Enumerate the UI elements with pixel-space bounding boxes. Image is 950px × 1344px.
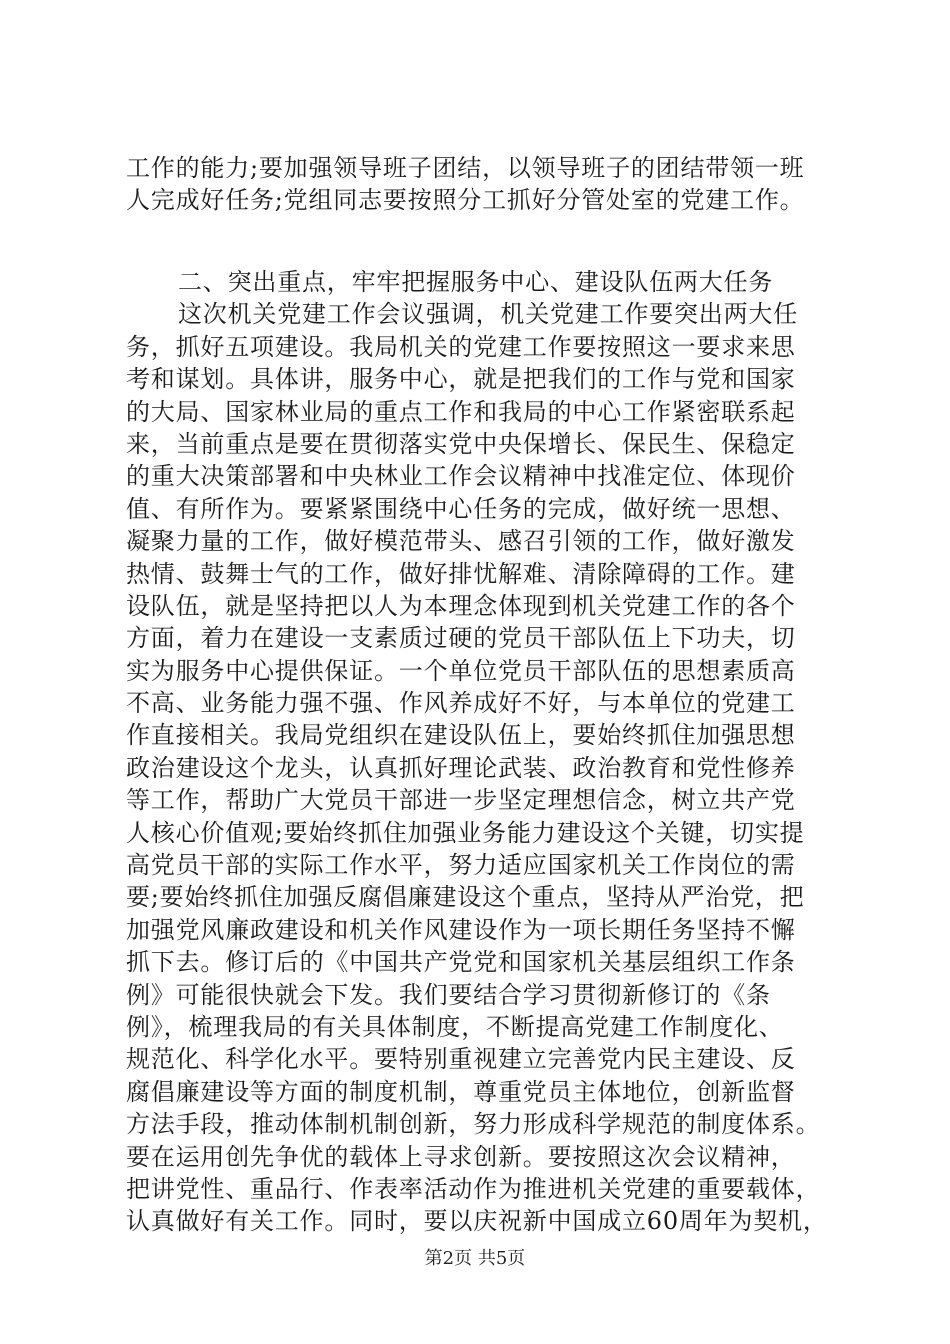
text-line: 值、有所作为。要紧紧围绕中心任务的完成，做好统一思想、 [126, 494, 796, 523]
text-line: 方面，着力在建设一支素质过硬的党员干部队伍上下功夫，切 [126, 624, 796, 653]
text-line: 设队伍，就是坚持把以人为本理念体现到机关党建工作的各个 [126, 591, 796, 620]
text-line: 来，当前重点是要在贯彻落实党中央保增长、保民生、保稳定 [126, 429, 796, 458]
text-line: 加强党风廉政建设和机关作风建设作为一项长期任务坚持不懈 [126, 915, 796, 944]
text-line: 人完成好任务;党组同志要按照分工抓好分管处室的党建工作。 [126, 186, 805, 215]
text-line: 不高、业务能力强不强、作风养成好不好，与本单位的党建工 [126, 689, 796, 718]
section-two [126, 266, 836, 1238]
text-line: 工作的能力;要加强领导班子团结，以领导班子的团结带领一班 [126, 154, 805, 182]
text-line: 政治建设这个龙头，认真抓好理论武装、政治教育和党性修养 [126, 753, 796, 782]
text-line: 的大局、国家林业局的重点工作和我局的中心工作紧密联系起 [126, 397, 796, 426]
text-line: 务，抓好五项建设。我局机关的党建工作要按照这一要求来思 [126, 332, 796, 361]
page-number-footer: 第2页 共5页 [424, 1248, 526, 1269]
text-line: 要在运用创先争优的载体上寻求创新。要按照这次会议精神， [126, 1142, 796, 1171]
section-heading: 二、突出重点，牢牢把握服务中心、建设队伍两大任务 [178, 268, 774, 296]
text-line: 方法手段，推动体制机制创新，努力形成科学规范的制度体系。 [126, 1110, 821, 1139]
text-line: 作直接相关。我局党组织在建设队伍上，要始终抓住加强思想 [126, 721, 796, 750]
text-line: 把讲党性、重品行、作表率活动作为推进机关党建的重要载体， [126, 1174, 821, 1203]
text-line: 人核心价值观;要始终抓住加强业务能力建设这个关键，切实提 [126, 818, 805, 847]
text-line: 等工作，帮助广大党员干部进一步坚定理想信念，树立共产党 [126, 786, 796, 815]
text-line: 例》，梳理我局的有关具体制度，不断提高党建工作制度化、 [126, 1012, 784, 1041]
text-line: 规范化、科学化水平。要特别重视建立完善党内民主建设、反 [126, 1045, 796, 1074]
text-line: 抓下去。修订后的《中国共产党党和国家机关基层组织工作条 [126, 948, 796, 977]
text-line: 的重大决策部署和中央林业工作会议精神中找准定位、体现价 [126, 462, 796, 491]
text-line: 热情、鼓舞士气的工作，做好排忧解难、清除障碍的工作。建 [126, 559, 796, 588]
text-line: 这次机关党建工作会议强调，机关党建工作要突出两大任 [178, 300, 798, 329]
continued-paragraph [126, 152, 836, 217]
text-line: 考和谋划。具体讲，服务中心，就是把我们的工作与党和国家 [126, 365, 796, 394]
text-line: 凝聚力量的工作，做好模范带头、感召引领的工作，做好激发 [126, 527, 796, 556]
text-line: 要;要始终抓住加强反腐倡廉建设这个重点，坚持从严治党，把 [126, 883, 805, 912]
text-line: 腐倡廉建设等方面的制度机制，尊重党员主体地位，创新监督 [126, 1077, 796, 1106]
text-line: 实为服务中心提供保证。一个单位党员干部队伍的思想素质高 [126, 656, 796, 685]
text-line: 高党员干部的实际工作水平，努力适应国家机关工作岗位的需 [126, 851, 796, 880]
text-line: 认真做好有关工作。同时，要以庆祝新中国成立60周年为契机， [126, 1207, 828, 1236]
text-line: 例》可能很快就会下发。我们要结合学习贯彻新修订的《条 [126, 980, 771, 1009]
